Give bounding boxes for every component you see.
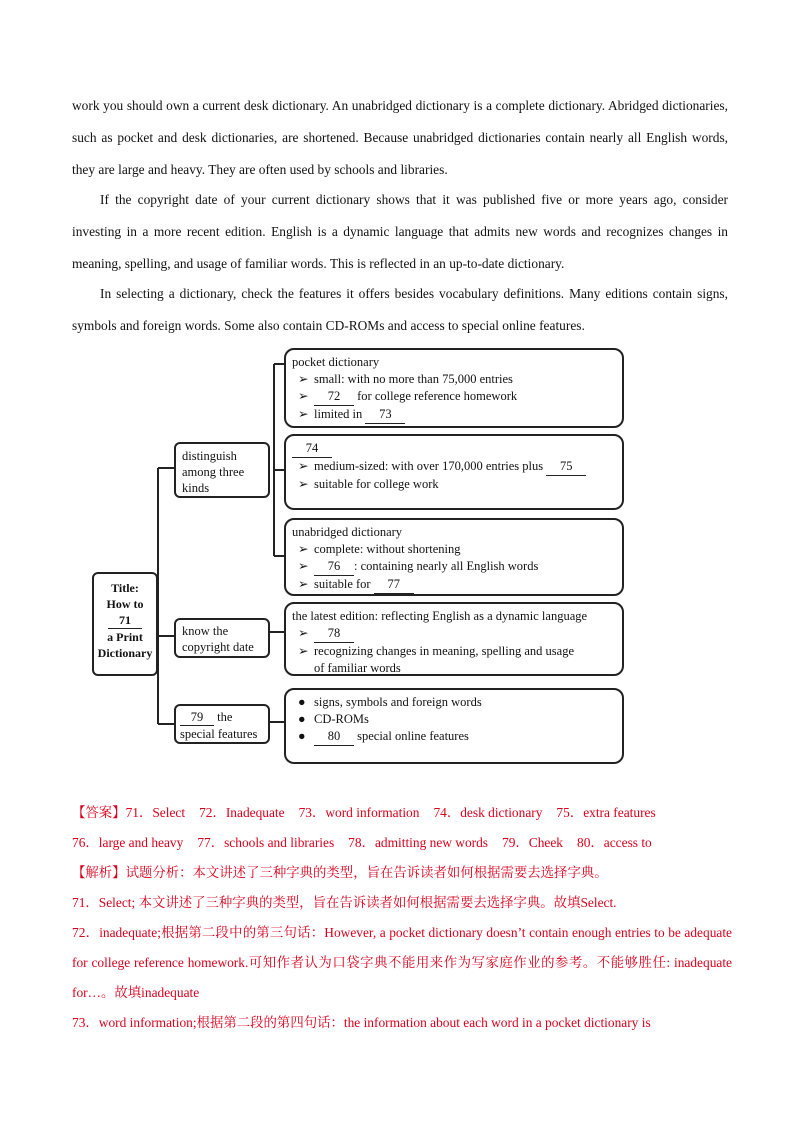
analysis-71: 71．Select; 本文讲述了三种字典的类型，旨在告诉读者如何根据需要去选择字典。故填Select. bbox=[72, 895, 617, 910]
features-item-online: ● 80 special online features bbox=[292, 728, 616, 746]
blank-79: 79 bbox=[180, 709, 214, 726]
desk-item-suitable: ➢ suitable for college work bbox=[298, 477, 439, 491]
arrow-icon: ➢ bbox=[298, 372, 309, 386]
arrow-icon: ➢ bbox=[298, 626, 309, 640]
branch-features-box bbox=[174, 704, 270, 744]
blank-72: 72 bbox=[314, 388, 354, 406]
title-label: Title: bbox=[111, 581, 139, 595]
analysis-72: 72．inadequate;根据第二段中的第三句话：However, a pocket dictionary doesn’t contain enough entries to be adequate for college reference homework.可知作者认为口袋字典不能用来作为写家庭作业的参考。不能够胜任: inadequate for…。故填inadequate bbox=[72, 925, 732, 1000]
arrow-icon: ➢ bbox=[298, 577, 309, 591]
arrow-icon: ➢ bbox=[298, 459, 309, 473]
blank-75: 75 bbox=[546, 458, 586, 476]
special-features-box bbox=[284, 688, 624, 764]
answers-label: 【答案】 bbox=[72, 805, 126, 820]
paragraph-2: If the copyright date of your current dictionary shows that it was published five or more years ago, consider investing in a more recent edition. English is a dynamic language that admits new words and recognizes changes in meaning, spelling, and usage of familiar words. This is reflected in an up-to-date dictionary. bbox=[72, 192, 728, 271]
answer-79: 79．Cheek bbox=[502, 835, 564, 850]
blank-78: 78 bbox=[314, 625, 354, 643]
title-dictionary: Dictionary bbox=[97, 646, 153, 660]
pocket-item-size: ➢ small: with no more than 75,000 entries bbox=[298, 372, 513, 386]
arrow-icon: ➢ bbox=[298, 389, 309, 403]
arrow-icon: ➢ bbox=[298, 559, 309, 573]
answers-row-2 bbox=[72, 828, 732, 858]
answer-74: 74．desk dictionary bbox=[433, 805, 543, 820]
arrow-icon: ➢ bbox=[298, 407, 309, 421]
edition-item-blank bbox=[292, 625, 616, 643]
unabridged-item-suitable: ➢ suitable for 77 bbox=[292, 576, 616, 594]
branch-features-the: the bbox=[217, 710, 233, 724]
unabridged-item-words: ➢ 76 : containing nearly all English words bbox=[292, 558, 616, 576]
bullet-icon: ● bbox=[298, 712, 306, 726]
answer-71: 71．Select bbox=[125, 805, 186, 820]
blank-73: 73 bbox=[365, 406, 405, 424]
branch-features-label: special features bbox=[180, 727, 258, 741]
bullet-icon: ● bbox=[298, 695, 306, 709]
blank-80: 80 bbox=[314, 728, 354, 746]
edition-item-recognizing: ➢ recognizing changes in meaning, spelling and usage bbox=[298, 644, 574, 658]
analysis-intro bbox=[72, 858, 732, 888]
answer-80: 80．access to bbox=[577, 835, 652, 850]
arrow-icon: ➢ bbox=[298, 542, 309, 556]
title-a-print: a Print bbox=[107, 630, 143, 644]
features-item-cdroms: ● CD-ROMs bbox=[298, 712, 369, 726]
pocket-item-homework: ➢ 72 for college reference homework bbox=[292, 388, 616, 406]
unabridged-item-complete: ➢ complete: without shortening bbox=[298, 542, 461, 556]
blank-74: 74 bbox=[292, 440, 332, 458]
title-how-to: How to bbox=[106, 597, 144, 611]
unabridged-dictionary-box bbox=[284, 518, 624, 596]
blank-77: 77 bbox=[374, 576, 414, 594]
pocket-item-limited: ➢ limited in 73 bbox=[292, 406, 616, 424]
paragraph-3: In selecting a dictionary, check the features it offers besides vocabulary definitions. Many editions contain signs, symbols and foreign words. Some also contain CD-ROMs and access to special online features. bbox=[72, 286, 728, 333]
arrow-icon: ➢ bbox=[298, 477, 309, 491]
pocket-heading: pocket dictionary bbox=[292, 355, 380, 369]
branch-copyright-box bbox=[174, 618, 270, 658]
paragraph-1: work you should own a current desk dictionary. An unabridged dictionary is a complete dictionary. Abridged dictionaries, such as pocket and desk dictionaries, are shortened. Because unabridged dictionaries contain nearly all English words, they are large and heavy. They are often used by schools and libraries. bbox=[72, 98, 728, 177]
answers-row-1 bbox=[72, 798, 732, 828]
answer-77: 77．schools and libraries bbox=[197, 835, 335, 850]
blank-76: 76 bbox=[314, 558, 354, 576]
latest-edition-box bbox=[284, 602, 624, 676]
answer-75: 75．extra features bbox=[556, 805, 656, 820]
arrow-icon: ➢ bbox=[298, 644, 309, 658]
analysis-label: 【解析】 bbox=[72, 865, 126, 880]
branch-copyright-label: know the copyright date bbox=[182, 624, 254, 654]
answer-73: 73．word information bbox=[298, 805, 420, 820]
branch-distinguish-label: distinguish among three kinds bbox=[182, 449, 245, 495]
title-box bbox=[92, 572, 158, 676]
unabridged-heading: unabridged dictionary bbox=[292, 525, 403, 539]
features-item-signs: ● signs, symbols and foreign words bbox=[298, 695, 482, 709]
answer-72: 72．Inadequate bbox=[199, 805, 285, 820]
answer-76: 76．large and heavy bbox=[72, 835, 184, 850]
edition-heading: the latest edition: reflecting English as a dynamic language bbox=[292, 609, 588, 623]
edition-item-familiar: of familiar words bbox=[314, 661, 401, 675]
desk-dictionary-box bbox=[284, 434, 624, 510]
pocket-dictionary-box bbox=[284, 348, 624, 428]
analysis-intro-text: 试题分析：本文讲述了三种字典的类型，旨在告诉读者如何根据需要去选择字典。 bbox=[125, 865, 608, 880]
desk-item-size: ➢ medium-sized: with over 170,000 entries plus 75 bbox=[292, 458, 616, 476]
blank-71: 71 bbox=[108, 612, 142, 629]
analysis-73: 73．word information;根据第二段的第四句话：the information about each word in a pocket dictionary is bbox=[72, 1015, 651, 1030]
bullet-icon: ● bbox=[298, 729, 306, 743]
answer-78: 78．admitting new words bbox=[348, 835, 489, 850]
branch-distinguish-box bbox=[174, 442, 270, 498]
